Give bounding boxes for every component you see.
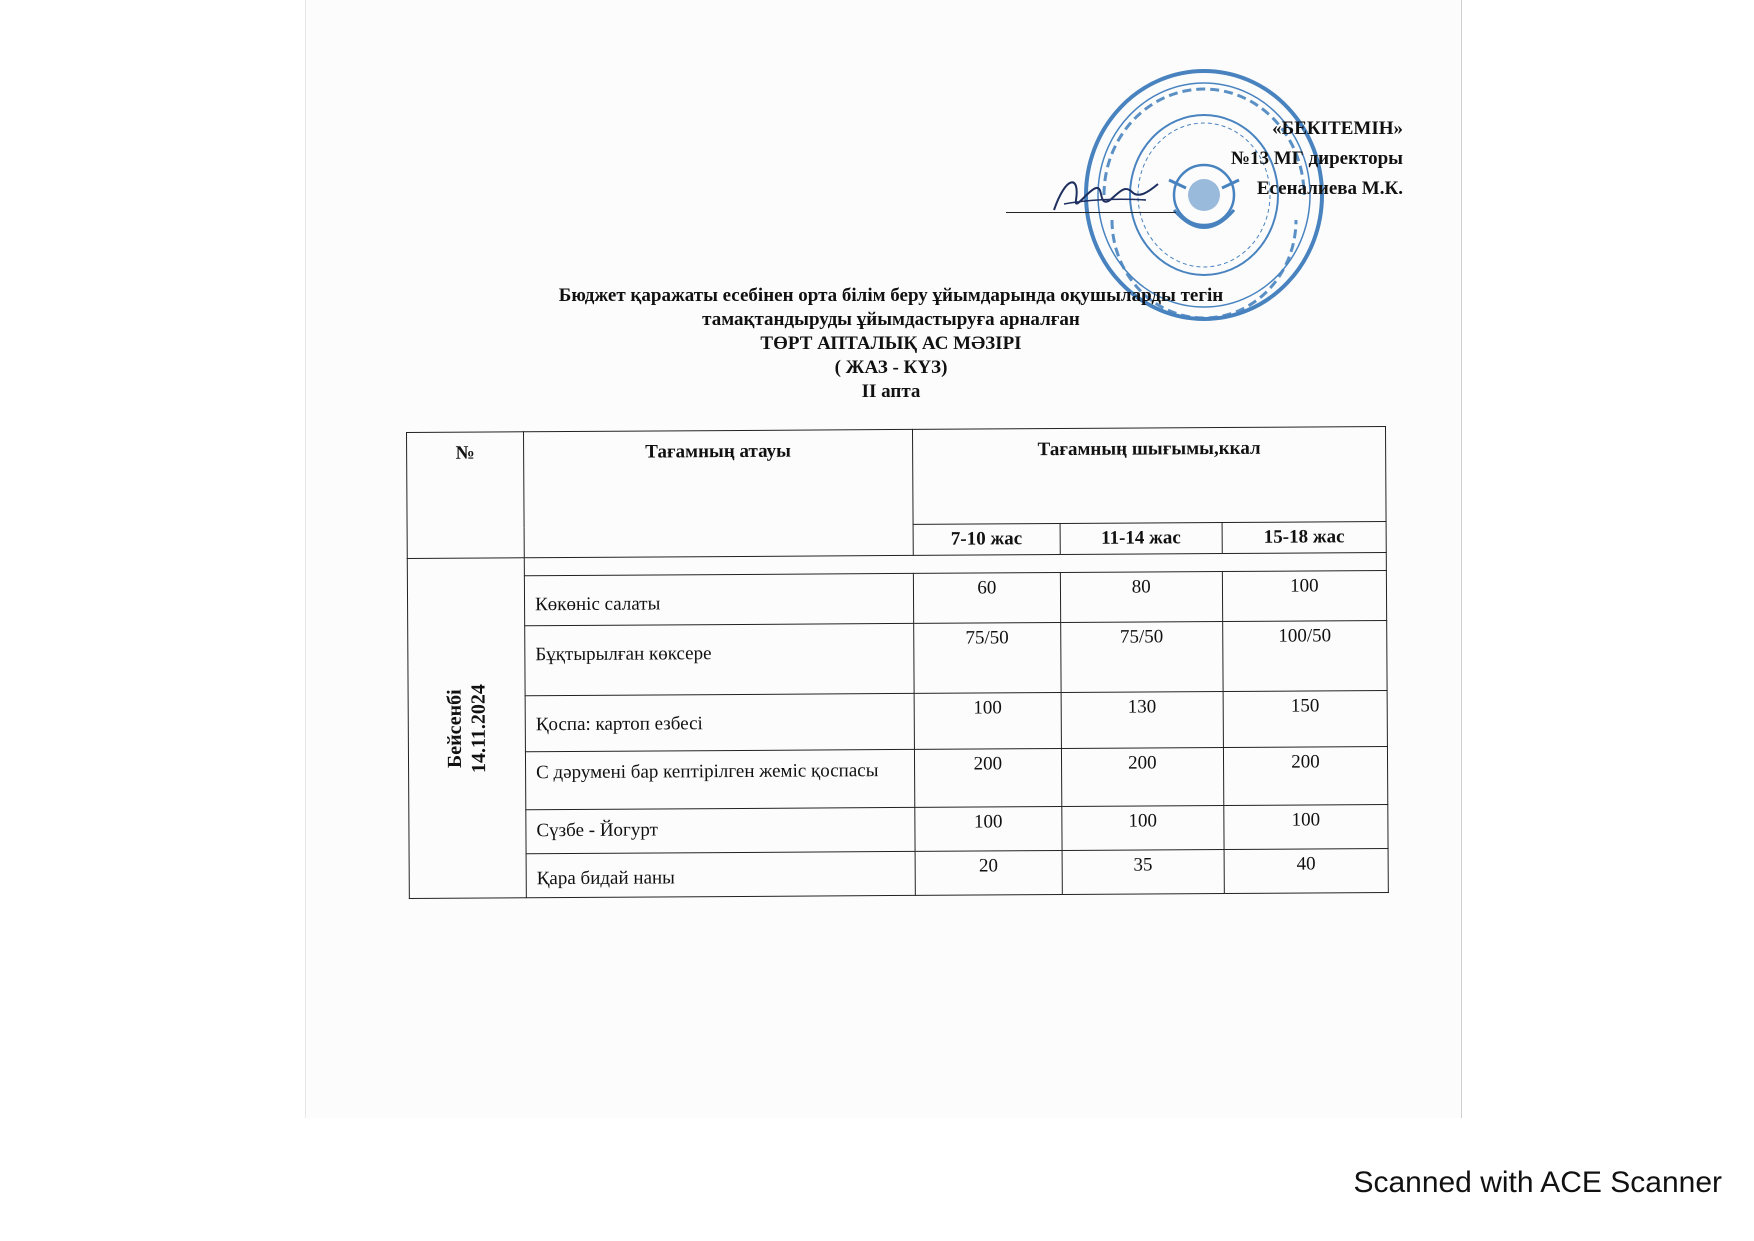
heading-line-2: тамақтандыруды ұйымдастыруға арналған bbox=[702, 309, 1080, 330]
value-11-14: 200 bbox=[1061, 748, 1224, 807]
value-7-10: 100 bbox=[914, 693, 1061, 750]
header-age-7-10: 7-10 жас bbox=[913, 524, 1060, 556]
scanner-watermark: Scanned with ACE Scanner bbox=[1353, 1166, 1722, 1199]
menu-table bbox=[406, 426, 1389, 899]
value-15-18: 150 bbox=[1223, 691, 1387, 748]
value-11-14: 100 bbox=[1062, 806, 1224, 851]
heading-season: ( ЖАЗ - КҮЗ) bbox=[834, 357, 948, 378]
heading-title: ТӨРТ АПТАЛЫҚ АС МӘЗІРІ bbox=[760, 333, 1022, 354]
table-row bbox=[409, 805, 1388, 855]
value-7-10: 60 bbox=[913, 573, 1060, 624]
table-row bbox=[408, 691, 1387, 753]
dish-name: Көкөніс салаты bbox=[524, 573, 913, 625]
table-row bbox=[408, 621, 1387, 697]
dish-name: Сүзбе - Йогурт bbox=[526, 807, 915, 853]
day-name: Бейсенбі bbox=[443, 688, 467, 768]
approval-position: №13 МГ директоры bbox=[1230, 148, 1403, 169]
value-11-14: 35 bbox=[1062, 850, 1224, 895]
header-number: № bbox=[407, 432, 525, 559]
approval-block bbox=[1103, 114, 1403, 204]
value-15-18: 200 bbox=[1223, 747, 1387, 806]
value-7-10: 100 bbox=[915, 807, 1062, 852]
value-15-18: 100/50 bbox=[1223, 621, 1388, 692]
header-age-15-18: 15-18 жас bbox=[1222, 522, 1386, 554]
value-7-10: 20 bbox=[915, 851, 1062, 896]
value-15-18: 40 bbox=[1224, 849, 1388, 894]
table-row bbox=[408, 747, 1387, 811]
table-row bbox=[407, 571, 1386, 627]
value-11-14: 130 bbox=[1061, 692, 1224, 749]
scanned-page bbox=[305, 0, 1462, 1118]
value-11-14: 80 bbox=[1060, 572, 1222, 623]
heading-line-1: Бюджет қаражаты есебінен орта білім беру ұйымдарында оқушыларды тегін bbox=[558, 285, 1224, 306]
dish-name: С дәрумені бар кептірілген жеміс қоспасы bbox=[525, 749, 914, 809]
day-date: 14.11.2024 bbox=[467, 683, 491, 773]
table-row bbox=[409, 849, 1388, 899]
dish-name: Қара бидай наны bbox=[526, 851, 915, 897]
dish-name: Қоспа: картоп езбесі bbox=[525, 693, 914, 751]
document-heading bbox=[386, 284, 1396, 404]
heading-week: II апта bbox=[861, 381, 921, 402]
header-yield: Тағамның шығымы,ккал bbox=[912, 427, 1386, 525]
header-age-11-14: 11-14 жас bbox=[1060, 523, 1222, 555]
value-11-14: 75/50 bbox=[1060, 622, 1223, 693]
value-15-18: 100 bbox=[1224, 805, 1388, 850]
value-7-10: 75/50 bbox=[914, 623, 1061, 694]
value-7-10: 200 bbox=[914, 749, 1061, 808]
approval-person: Есеналиева М.К. bbox=[1256, 178, 1403, 199]
dish-name: Бұқтырылған көксере bbox=[525, 623, 914, 695]
header-dish-name: Тағамның атауы bbox=[524, 429, 914, 557]
value-15-18: 100 bbox=[1222, 571, 1386, 622]
approval-title: «БЕКІТЕМІН» bbox=[1272, 118, 1403, 139]
day-label bbox=[443, 684, 492, 773]
day-cell bbox=[407, 558, 526, 899]
